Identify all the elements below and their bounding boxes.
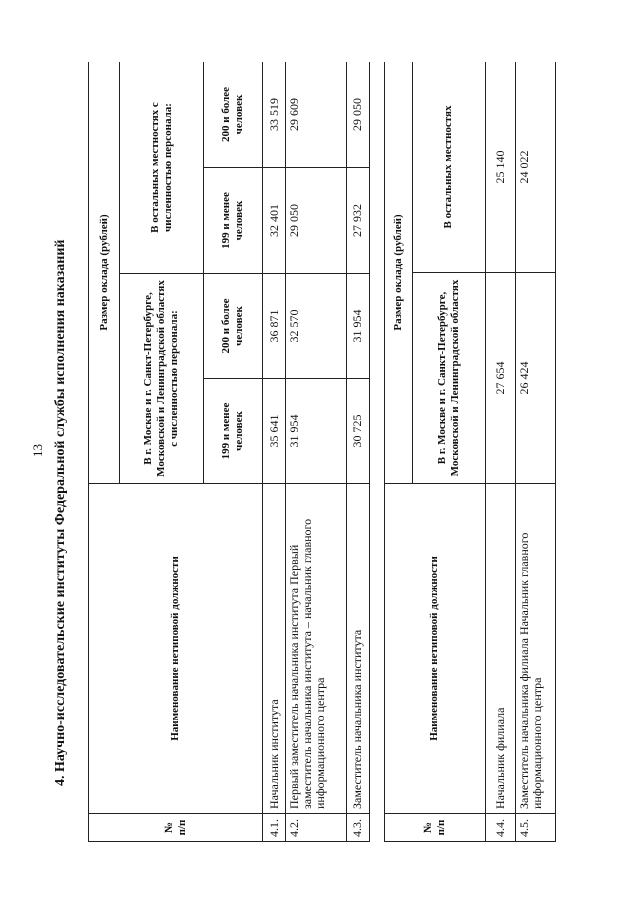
table-row xyxy=(263,62,286,842)
col-header-moscow-200: 200 и более человек xyxy=(204,274,263,379)
position-name: Начальник филиала xyxy=(485,484,515,814)
col-header-salary: Размер оклада (рублей) xyxy=(89,62,120,484)
col-header-other: В остальных местностях xyxy=(413,62,485,273)
salary-other: 25 140 xyxy=(485,62,515,273)
col-header-no: № п/п xyxy=(89,814,263,842)
row-number: 4.3. xyxy=(346,814,369,842)
col-header-salary: Размер оклада (рублей) xyxy=(385,62,413,484)
col-header-other: В остальных местностях с численностью персонала: xyxy=(120,62,204,274)
table-row xyxy=(485,62,515,842)
position-name: Заместитель начальника филиала Начальник главного информационного центра xyxy=(515,484,555,814)
row-number: 4.5. xyxy=(515,814,555,842)
table-1-container xyxy=(88,62,370,842)
salary-moscow-200: 31 954 xyxy=(346,274,369,379)
col-header-no: № п/п xyxy=(385,814,486,842)
salary-moscow-199: 30 725 xyxy=(346,379,369,484)
table-row xyxy=(346,62,369,842)
table-row xyxy=(286,62,347,842)
col-header-other-199: 199 и менее человек xyxy=(204,168,263,274)
salary-table-1 xyxy=(88,62,370,842)
salary-moscow: 26 424 xyxy=(515,273,555,484)
salary-other-199: 29 050 xyxy=(286,168,347,274)
salary-other-199: 32 401 xyxy=(263,168,286,274)
position-name: Заместитель начальника института xyxy=(346,484,369,814)
col-header-moscow: В г. Москве и г. Санкт-Петербурге, Московской и Ленинградской областях xyxy=(413,273,485,484)
table-row xyxy=(515,62,555,842)
salary-other: 24 022 xyxy=(515,62,555,273)
table-2-container xyxy=(384,62,556,842)
col-header-other-200: 200 и более человек xyxy=(204,62,263,168)
row-number: 4.1. xyxy=(263,814,286,842)
col-header-moscow-199: 199 и менее человек xyxy=(204,379,263,484)
row-number: 4.4. xyxy=(485,814,515,842)
salary-moscow-200: 36 871 xyxy=(263,274,286,379)
salary-moscow: 27 654 xyxy=(485,273,515,484)
salary-moscow-199: 35 641 xyxy=(263,379,286,484)
section-title: 4. Научно-исследовательские институты Федеральной службы исполнения наказаний xyxy=(53,239,68,787)
salary-other-199: 27 932 xyxy=(346,168,369,274)
position-name: Первый заместитель начальника института Первый заместитель начальника института – начальник главного информационного центра xyxy=(286,484,347,814)
salary-other-200: 33 519 xyxy=(263,62,286,168)
salary-other-200: 29 050 xyxy=(346,62,369,168)
col-header-name: Наименование нетиповой должности xyxy=(89,484,263,814)
salary-table-2 xyxy=(384,62,556,842)
salary-moscow-200: 32 570 xyxy=(286,274,347,379)
col-header-moscow: В г. Москве и г. Санкт-Петербурге, Московской и Ленинградской областях с численностью персонала: xyxy=(120,274,204,484)
position-name: Начальник института xyxy=(263,484,286,814)
salary-moscow-199: 31 954 xyxy=(286,379,347,484)
salary-other-200: 29 609 xyxy=(286,62,347,168)
page-number: 13 xyxy=(30,444,45,457)
row-number: 4.2. xyxy=(286,814,347,842)
col-header-name: Наименование нетиповой должности xyxy=(385,484,486,814)
